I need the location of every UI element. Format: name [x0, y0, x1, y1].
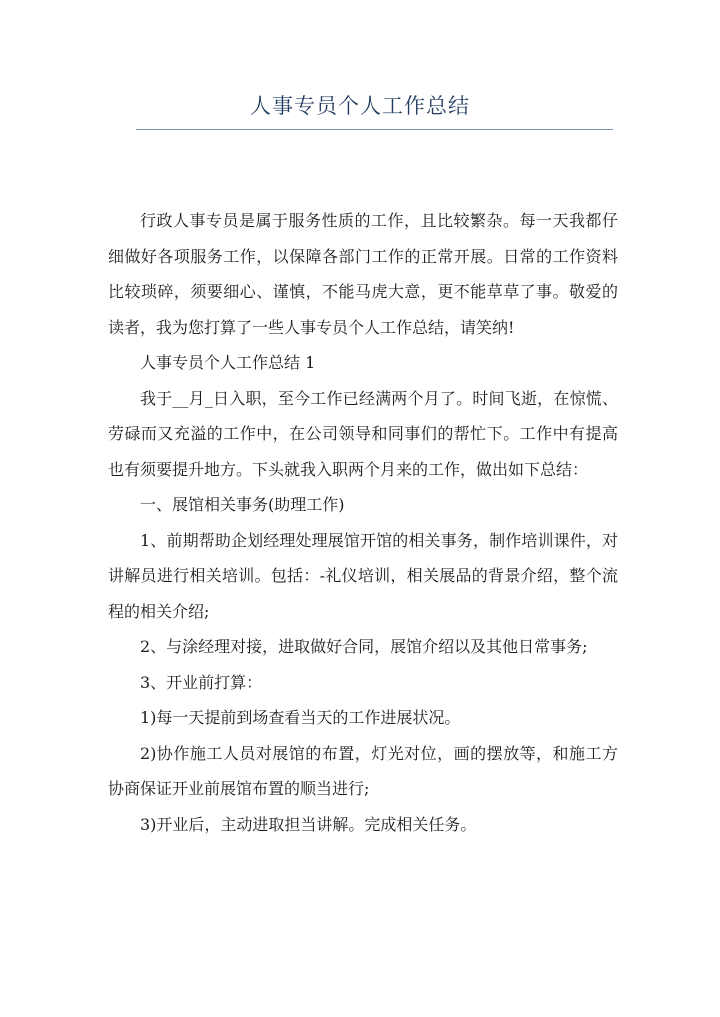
list-item: 1、前期帮助企划经理处理展馆开馆的相关事务，制作培训课件，对讲解员进行相关培训。包括：-礼仪培训，相关展品的背景介绍，整个流程的相关介绍; — [108, 530, 618, 621]
document-body — [108, 203, 618, 842]
list-item: 2、与涂经理对接，进取做好合同，展馆介绍以及其他日常事务; — [140, 637, 588, 656]
list-item: 2)协作施工人员对展馆的布置，灯光对位，画的摆放等，和施工方协商保证开业前展馆布置的顺当进行; — [108, 743, 618, 798]
section-heading: 人事专员个人工作总结 1 — [140, 353, 316, 372]
list-item: 3、开业前打算： — [140, 672, 263, 692]
list-item: 3)开业后，主动进取担当讲解。完成相关任务。 — [140, 814, 477, 834]
document-title: 人事专员个人工作总结 — [250, 94, 470, 118]
list-item: 1)每一天提前到场查看当天的工作进展状况。 — [140, 708, 461, 727]
title-underline — [136, 129, 613, 130]
intro-paragraph: 行政人事专员是属于服务性质的工作，且比较繁杂。每一天我都仔细做好各项服务工作，以保障各部门工作的正常开展。日常的工作资料比较琐碎，须要细心、谨慎，不能马虎大意，更不能草草了事。敬爱的读者，我为您打算了一些人事专员个人工作总结，请笑纳! — [108, 211, 618, 337]
subsection-heading: 一、展馆相关事务(助理工作) — [140, 495, 345, 514]
body-paragraph: 我于__月_日入职，至今工作已经满两个月了。时间飞逝，在惊慌、劳碌而又充溢的工作中，在公司领导和同事们的帮忙下。工作中有提高也有须要提升地方。下头就我入职两个月来的工作，做出如下总结： — [108, 388, 618, 479]
